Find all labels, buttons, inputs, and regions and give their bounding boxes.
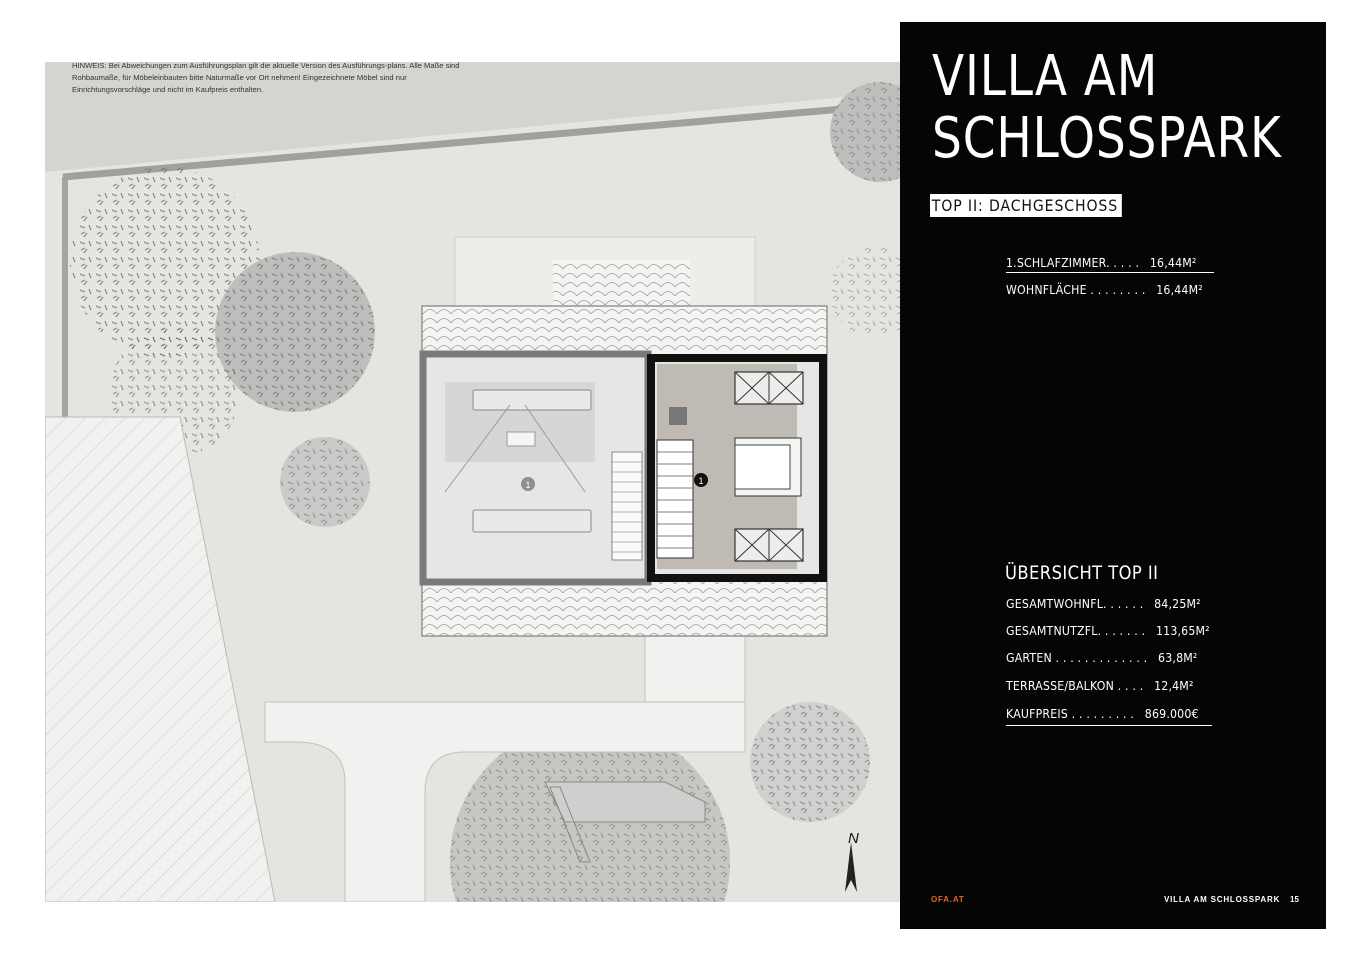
overview-row [1006,650,1198,665]
site-floor-plan [45,62,900,902]
overview-title: ÜBERSICHT TOP II [1005,562,1159,584]
room-marker-left-label: 1 [525,480,531,490]
plan-notice: HINWEIS: Bei Abweichungen zum Ausführungsplan gilt die aktuelle Version des Ausführungs-plans. Alle Maße sind Rohbaumaße, für Möbeleinbauten bitte Naturmaße vor Ort nehmen! Eingezeichnete Möbel sind nur Einrichtungsvorschläge und nicht im Kaufpreis enthalten. [72,61,460,94]
overview-value: 12,4M² [1154,678,1194,693]
living-area-row [1006,282,1203,297]
north-label: N [848,830,859,847]
page-number: 15 [1290,895,1299,904]
overview-row [1006,596,1201,611]
room-value: 16,44M² [1149,255,1197,270]
price-divider [1006,725,1212,726]
info-panel [900,22,1326,929]
footer-url: OFA.AT [931,895,965,904]
overview-value: 84,25M² [1154,596,1201,611]
overview-row [1006,678,1194,693]
price-row [1006,706,1199,721]
page-title [932,46,1282,170]
overview-label: TERRASSE/BALKON . . . . [1006,678,1144,693]
overview-row [1006,623,1210,638]
overview-value: 63,8M² [1158,650,1198,665]
price-value: 869.000€ [1144,706,1199,721]
room-marker-right-label: 1 [698,476,704,486]
overview-value: 113,65M² [1155,623,1210,638]
living-area-label: WOHNFLÄCHE . . . . . . . . [1006,282,1146,297]
title-line-1: VILLA AM [932,44,1159,109]
unit-subtitle: TOP II: DACHGESCHOSS [930,194,1122,217]
title-line-2: SCHLOSSPARK [932,106,1282,171]
overview-label: GESAMTWOHNFL. . . . . . [1006,596,1144,611]
room-divider [1006,272,1214,273]
price-label: KAUFPREIS . . . . . . . . . [1006,706,1135,721]
overview-label: GARTEN . . . . . . . . . . . . . [1006,650,1148,665]
floor-plan-drawing [45,62,900,902]
overview-label: GESAMTNUTZFL. . . . . . . [1006,623,1146,638]
living-area-value: 16,44M² [1156,282,1203,297]
room-label: 1.SCHLAFZIMMER. . . . . [1006,255,1140,270]
room-row [1006,255,1197,270]
footer-title: VILLA AM SCHLOSSPARK [1164,895,1281,904]
